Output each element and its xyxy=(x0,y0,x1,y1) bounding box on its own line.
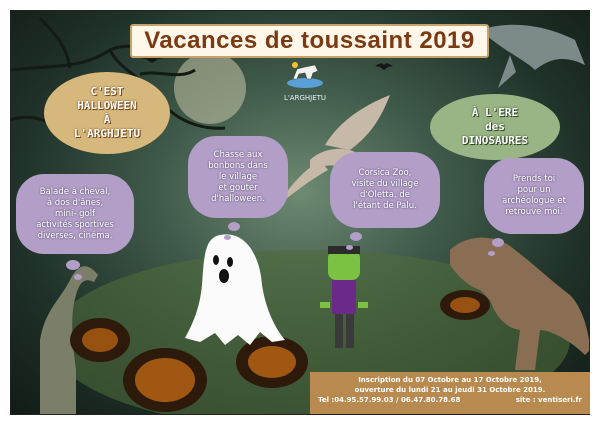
registration-dates: Inscription du 07 Octobre au 17 Octobre 2019, xyxy=(358,376,542,384)
halloween-line: L'ARGHJETU xyxy=(73,127,141,140)
zoo-line: Corsica Zoo, xyxy=(358,168,412,178)
registration-footer xyxy=(310,372,590,414)
poster-title: Vacances de toussaint 2019 xyxy=(144,27,475,54)
halloween-line: C'EST xyxy=(90,85,124,98)
activities-cloud xyxy=(16,174,134,254)
dinosaur-oval xyxy=(430,94,560,160)
phone-numbers: Tel :04.95.57.99.03 / 06.47.80.78.68 xyxy=(318,396,461,404)
website: site : ventiseri.fr xyxy=(515,396,582,404)
activities-line: activités sportives xyxy=(36,219,114,230)
candy-line: bonbons dans xyxy=(208,160,268,171)
activities-line: diverses, cinéma. xyxy=(37,230,113,241)
candy-line: Chasse aux xyxy=(213,149,263,160)
activities-line: mini- golf xyxy=(54,208,96,219)
halloween-oval xyxy=(44,72,170,154)
archeo-line: retrouve moi. xyxy=(505,207,563,217)
zoo-cloud xyxy=(330,152,440,228)
dino-line: des xyxy=(485,120,505,133)
halloween-line: À xyxy=(103,113,111,126)
pterodactyl-icon xyxy=(480,25,585,88)
poster xyxy=(10,10,590,415)
candy-line: le village xyxy=(218,171,258,182)
activities-line: Balade à cheval, xyxy=(39,186,111,197)
opening-dates: ouverture du lundi 21 au jeudi 31 Octobre 2019. xyxy=(354,386,546,394)
logo-caption: L'ARGHJETU xyxy=(283,94,327,102)
archeo-line: pour un xyxy=(517,185,551,195)
dino-line: À L'ERE xyxy=(471,106,519,119)
halloween-line: HALLOWEEN xyxy=(77,99,137,112)
candy-hunt-cloud xyxy=(188,136,288,218)
dino-line: DINOSAURES xyxy=(461,134,529,147)
horse-logo-icon xyxy=(285,59,325,89)
archeologist-cloud xyxy=(484,158,584,234)
archeo-line: Prends toi xyxy=(512,174,556,184)
archeo-line: archéologue et xyxy=(502,196,566,206)
zoo-line: visite du village xyxy=(351,179,419,189)
zoo-line: d'Oletta, de xyxy=(360,190,410,200)
moon-icon xyxy=(174,52,246,124)
arghjetu-logo xyxy=(277,59,333,102)
zoo-line: l'étant de Palu. xyxy=(353,201,417,211)
activities-line: à dos d'ânes, xyxy=(46,197,104,208)
candy-line: d'halloween. xyxy=(211,193,265,204)
poster-title-box xyxy=(130,24,489,58)
candy-line: et gouter xyxy=(218,182,258,193)
